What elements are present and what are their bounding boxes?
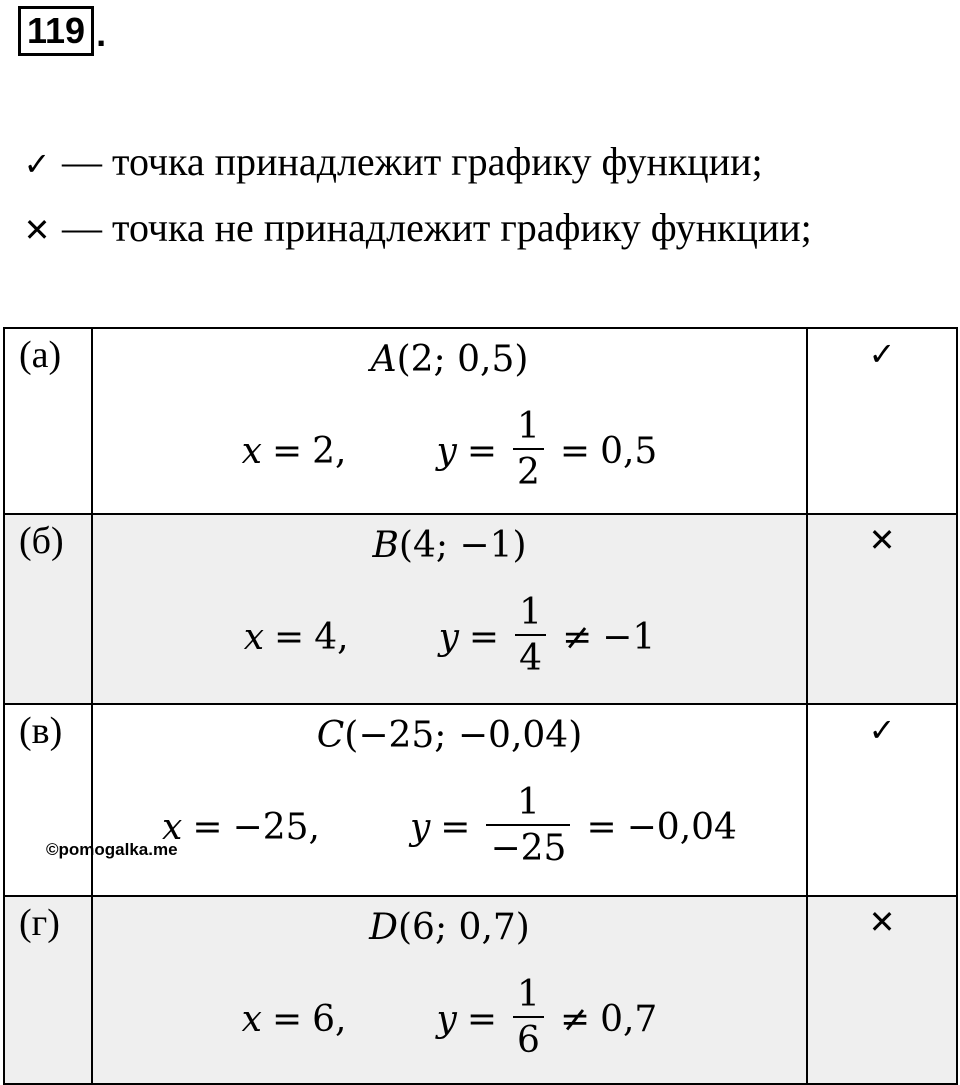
solution-cell [92, 328, 807, 514]
row-label: (б) [4, 514, 92, 704]
cross-icon: ✕ [807, 896, 957, 1084]
legend-belongs-text: — точка принадлежит графику функции; [62, 139, 763, 184]
point-coordinates: A(2; 0,5) [370, 339, 529, 380]
cross-icon: ✕ [807, 514, 957, 704]
solutions-table [3, 327, 958, 1085]
table-row [4, 328, 957, 514]
check-icon: ✓ [23, 145, 51, 183]
point-coordinates: C(−25; −0,04) [316, 715, 583, 756]
row-label: (в) [4, 704, 92, 896]
legend-not-belongs [20, 204, 812, 254]
solution-cell [92, 896, 807, 1084]
solution-cell [92, 704, 807, 896]
solution-cell [92, 514, 807, 704]
check-equation: x = 4, y = $\frac{1}{4}$ ≠ −1 [93, 577, 806, 697]
fraction: $\frac{1}{6}$ [513, 974, 544, 1064]
table-row [4, 514, 957, 704]
fraction: $\frac{1}{-25}$ [486, 782, 570, 872]
check-icon: ✓ [807, 328, 957, 514]
problem-number-box: 119 [18, 6, 94, 56]
legend-not-belongs-text: — точка не принадлежит графику функции; [62, 205, 812, 250]
row-label: (а) [4, 328, 92, 514]
table-row [4, 704, 957, 896]
check-equation: x = 6, y = $\frac{1}{6}$ ≠ 0,7 [93, 959, 806, 1079]
point-coordinates: D(6; 0,7) [369, 907, 530, 948]
check-equation: x = 2, y = $\frac{1}{2}$ = 0,5 [93, 391, 806, 511]
row-label: (г) [4, 896, 92, 1084]
cross-icon: ✕ [23, 211, 51, 249]
problem-number-dot: . [96, 13, 107, 54]
watermark: ©pomogalka.me [46, 840, 178, 859]
fraction: $\frac{1}{4}$ [515, 592, 546, 682]
check-equation: x = −25, y = $\frac{1}{-25}$ = −0,04 [93, 767, 806, 887]
legend-belongs [20, 138, 763, 188]
point-coordinates: B(4; −1) [372, 525, 527, 566]
problem-number [18, 6, 106, 56]
check-icon: ✓ [807, 704, 957, 896]
fraction: $\frac{1}{2}$ [513, 406, 544, 496]
table-row [4, 896, 957, 1084]
